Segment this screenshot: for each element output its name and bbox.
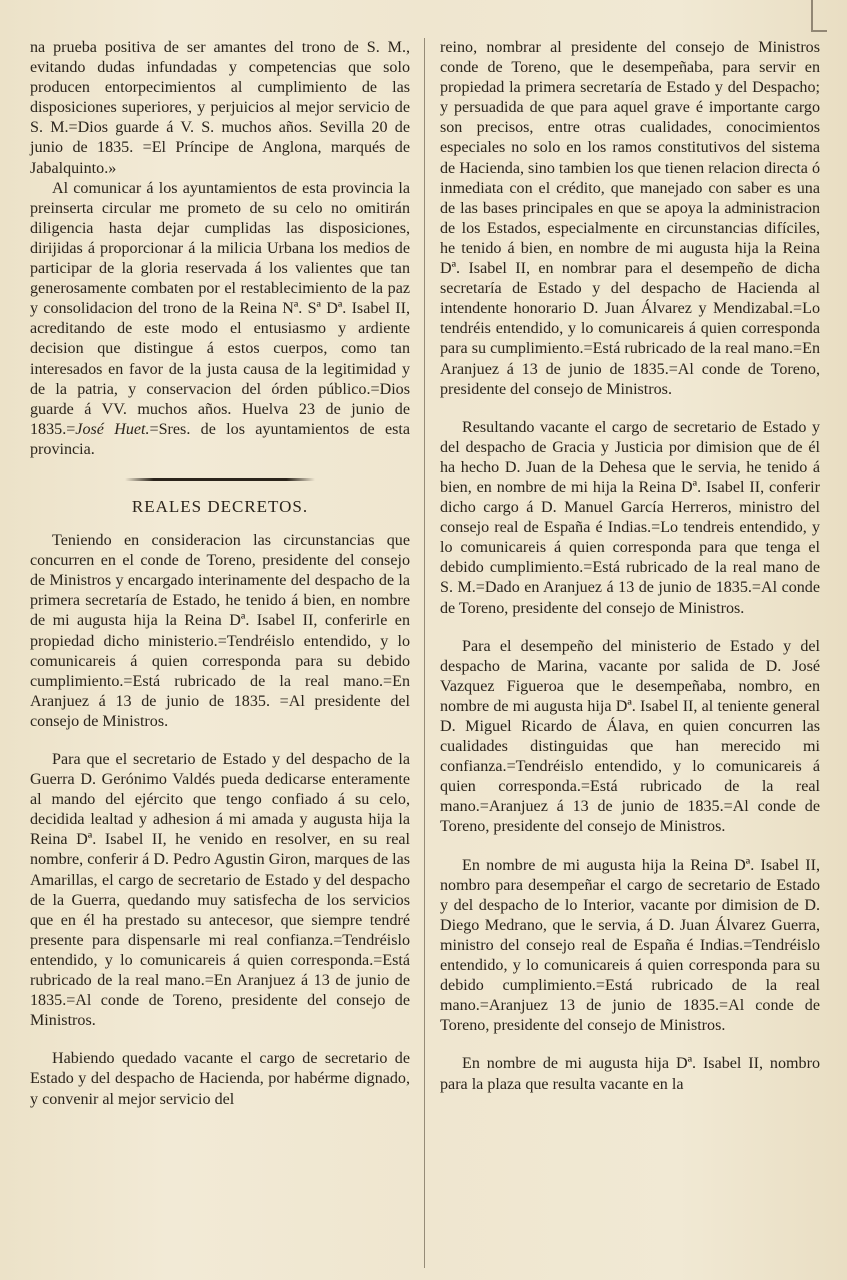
huelva-circular-text: Al comunicar á los ayuntamientos de esta provincia la preinserta circular me prometo de su celo no omitirán diligencia hasta dejar cumplidas las disposiciones, dirijidas á proporcionar á la milicia Urbana los medios de participar de la gloria reservada á los valientes que tan generosamente combaten por el restablecimiento de la paz y consolidacion del trono de la Reina Nª. Sª Dª. Isabel II, acreditando de este modo el entusiasmo y ardiente decision que distingue á estos cuerpos, como tan interesados en favor de la justa causa de la legitimidad y de la patria, y conservacion del órden público.=Dios guarde á VV. muchos años. Huelva 23 de junio de 1835.=	[30, 179, 410, 438]
decree-gracia-justicia-paragraph: Resultando vacante el cargo de secretario de Estado y del despacho de Gracia y Justicia por dimision que de él ha hecho D. Juan de la Dehesa que le servia, he tenido á bien, en nombre de mi hija la Reina Dª. Isabel II, conferir dicho cargo á D. Manuel García Herreros, ministro del consejo real de España é Indias.=Lo tendreis entendido, y lo comunicareis á quien corresponda para que tenga el debido cumplimiento.=Está rubricado de la real mano de S. M.=Dado en Aranjuez á 13 de junio de 1835.=Al conde de Toreno, presidente del consejo de Ministros.	[440, 418, 820, 617]
signature-jose-huet: José Huet.	[75, 420, 150, 438]
decree-marina-paragraph: Para el desempeño del ministerio de Estado y del despacho de Marina, vacante por salida de D. José Vazquez Figueroa que le desempeñaba, nombro, en nombre de mi augusta hija Dª. Isabel II, al teniente general D. Miguel Ricardo de Álava, en quien concurren las cualidades distinguidas que han merecido mi confianza.=Tendréislo entendido, y lo comunicareis á quien corresponda.=Está rubricado de la real mano.=Aranjuez á 13 de junio de 1835.=Al conde de Toreno, presidente del consejo de Ministros.	[440, 637, 820, 836]
decree-hacienda-continued-paragraph: reino, nombrar al presidente del consejo de Ministros conde de Toreno, que le desempeñaba, para servir en propiedad la primera secretaría de Estado y del Despacho; y persuadida de que para aquel grave é importante cargo son precisos, entre otras cualidades, conocimientos especiales no solo en los ramos constitutivos del sistema de Hacienda, sino tambien los que tienen relacion directa ó inmediata con el crédito, que manejado con saber es una de las bases principales en que se apoya la administracion de los Estados, especialmente en circunstancias difíciles, he tenido á bien, en nombre de mi augusta hija la Reina Dª. Isabel II, en nombrar para el desempeño de dicha secretaría de Estado y del despacho de Hacienda al intendente honorario D. Juan Álvarez y Mendizabal.=Lo tendréis entendido, y lo comunicareis á quien corresponda para su cumplimiento.=Está rubricado de la real mano.=En Aranjuez á 13 de junio de 1835.=Al conde de Toreno, presidente del consejo de Ministros.	[440, 39, 820, 398]
left-column	[30, 38, 410, 1110]
circular-closing-paragraph: na prueba positiva de ser amantes del trono de S. M., evitando dudas infundadas y competencias que solo producen entorpecimientos al cumplimiento de las disposiciones superiores, y perjuicios al mejor servicio de S. M.=Dios guarde á V. S. muchos años. Sevilla 20 de junio de 1835. =El Príncipe de Anglona, marqués de Jabalquinto.»	[30, 39, 410, 177]
decree-guerra-paragraph: Para que el secretario de Estado y del despacho de la Guerra D. Gerónimo Valdés pueda dedicarse enteramente al mando del ejército que tengo confiado á su celo, decidida lealtad y adhesion á mi amada y augusta hija la Reina Dª. Isabel II, he venido en resolver, en su real nombre, conferir á D. Pedro Agustin Giron, marques de las Amarillas, el cargo de secretario de Estado y del despacho de la Guerra, quedando muy satisfecha de los servicios que en él ha prestado su antecesor, que siempre tendré presente para dispensarle mi real confianza.=Tendréislo entendido, y lo comunicareis á quien corresponda.=Está rubricado de la real mano.=En Aranjuez á 13 de junio de 1835.=Al conde de Toreno, presidente del consejo de Ministros.	[30, 751, 410, 1030]
decree-toreno-paragraph: Teniendo en consideracion las circunstancias que concurren en el conde de Toreno, presidente del consejo de Ministros y encargado interinamente del despacho de la primera secretaría de Estado, he tenido á bien, en nombre de mi augusta hija la Reina Dª. Isabel II, conferirle en propiedad dicho ministerio.=Tendréislo entendido, y lo comunicareis á quien corresponda para su debido cumplimiento.=Está rubricado de la real mano.=En Aranjuez á 13 de junio de 1835. =Al presidente del consejo de Ministros.	[30, 532, 410, 730]
column-divider	[424, 38, 425, 1268]
decree-hacienda-paragraph: Habiendo quedado vacante el cargo de secretario de Estado y del despacho de Hacienda, por habérme dignado, y convenir al mejor servicio del	[30, 1050, 410, 1108]
decree-interior-paragraph: En nombre de mi augusta hija la Reina Dª. Isabel II, nombro para desempeñar el cargo de secretario de Estado y del despacho de lo Interior, vacante por dimision de D. Diego Medrano, que le servia, á D. Juan Álvarez Guerra, ministro del consejo real de España é Indias.=Tendréislo entendido, y lo comunicareis á quien corresponda para su debido cumplimiento.=Está rubricado de la real mano.=Aranjuez 13 de junio de 1835.=Al conde de Toreno, presidente del consejo de Ministros.	[440, 856, 820, 1035]
decree-final-paragraph: En nombre de mi augusta hija Dª. Isabel II, nombro para la plaza que resulta vacante en la	[440, 1055, 820, 1093]
right-column	[440, 38, 820, 1095]
section-divider-rule	[125, 478, 315, 481]
huelva-circular-paragraph	[30, 179, 410, 460]
corner-fold-mark	[811, 0, 827, 32]
section-heading: REALES DECRETOS.	[131, 496, 309, 516]
huelva-circular-tail: =Sres. de los ayuntamientos de esta provincia.	[30, 420, 410, 458]
